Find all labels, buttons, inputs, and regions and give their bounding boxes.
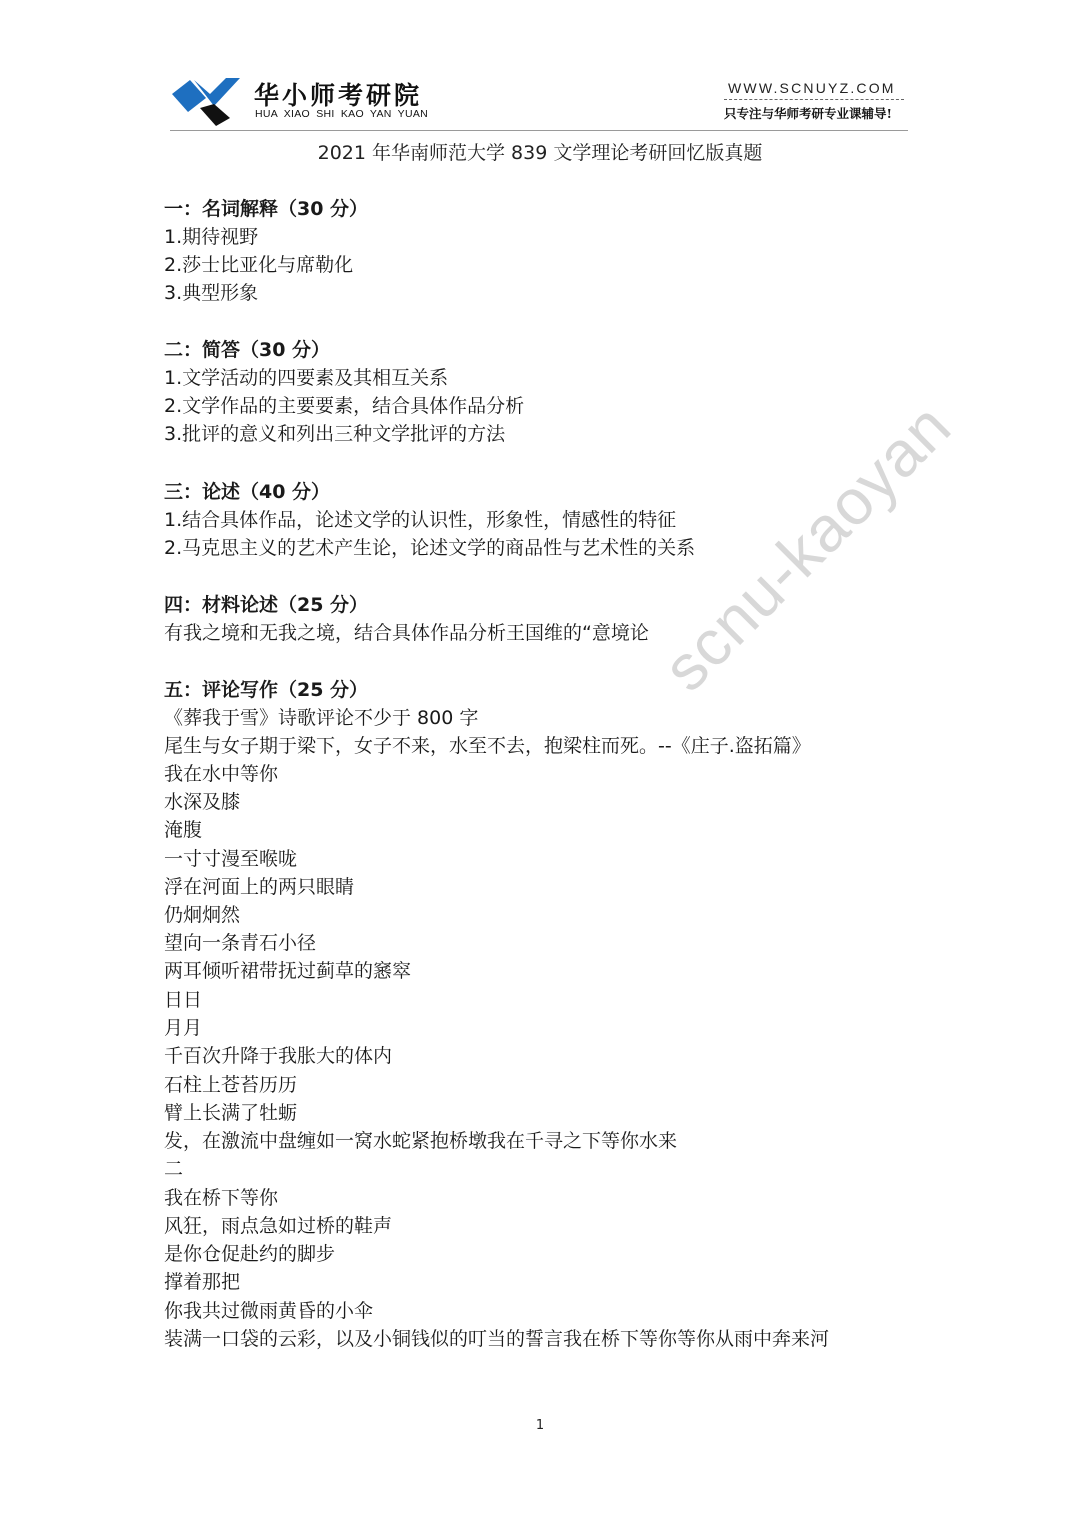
header-divider [170, 130, 908, 131]
poem-line: 臂上长满了牡蛎 [164, 1102, 298, 1124]
site-slogan: 只专注与华师考研专业课辅导! [724, 106, 892, 121]
poem-line: 石柱上苍苔历历 [164, 1074, 298, 1096]
poem-line: 浮在河面上的两只眼睛 [164, 876, 355, 898]
page-number: 1 [535, 1418, 545, 1433]
poem-line: 风狂，雨点急如过桥的鞋声 [164, 1215, 393, 1237]
section-heading-3: 三：论述（40 分） [164, 481, 331, 503]
poem-line: 二 [164, 1158, 184, 1180]
logo-icon [170, 74, 242, 126]
url-divider [724, 99, 904, 100]
poem-line: 发，在激流中盘缠如一窝水蛇紧抱桥墩我在千寻之下等你水来 [164, 1130, 678, 1152]
question-line: 2.文学作品的主要要素，结合具体作品分析 [164, 395, 525, 417]
question-line: 2.马克思主义的艺术产生论，论述文学的商品性与艺术性的关系 [164, 537, 696, 559]
question-line: 1.期待视野 [164, 226, 259, 248]
poem-line: 我在水中等你 [164, 763, 279, 785]
poem-line: 我在桥下等你 [164, 1187, 279, 1209]
poem-line: 千百次升降于我胀大的体内 [164, 1045, 393, 1067]
poem-line: 月月 [164, 1017, 203, 1039]
question-line: 《葬我于雪》诗歌评论不少于 800 字 [164, 707, 479, 729]
question-line: 有我之境和无我之境，结合具体作品分析王国维的“意境论 [164, 622, 649, 644]
document-title: 2021 年华南师范大学 839 文学理论考研回忆版真题 [317, 142, 763, 164]
poem-line: 水深及膝 [164, 791, 241, 813]
poem-line: 你我共过微雨黄昏的小伞 [164, 1300, 374, 1322]
site-url: WWW.SCNUYZ.COM [728, 80, 896, 96]
logo-text: 华小师考研院 [254, 81, 423, 110]
poem-line: 是你仓促赴约的脚步 [164, 1243, 336, 1265]
section-heading-1: 一：名词解释（30 分） [164, 198, 369, 220]
poem-line: 一寸寸漫至喉咙 [164, 848, 298, 870]
logo-pinyin: HUA XIAO SHI KAO YAN YUAN [255, 108, 429, 120]
question-line: 3.批评的意义和列出三种文学批评的方法 [164, 423, 506, 445]
section-heading-4: 四：材料论述（25 分） [164, 594, 369, 616]
poem-line: 撑着那把 [164, 1271, 241, 1293]
poem-line: 淹腹 [164, 819, 203, 841]
poem-line: 仍炯炯然 [164, 904, 241, 926]
section-heading-2: 二：简答（30 分） [164, 339, 331, 361]
question-line: 1.结合具体作品，论述文学的认识性，形象性，情感性的特征 [164, 509, 677, 531]
poem-line: 日日 [164, 989, 203, 1011]
question-line: 3.典型形象 [164, 282, 259, 304]
poem-line: 装满一口袋的云彩，以及小铜钱似的叮当的誓言我在桥下等你等你从雨中奔来河 [164, 1328, 830, 1350]
question-line: 1.文学活动的四要素及其相互关系 [164, 367, 449, 389]
question-line: 2.莎士比亚化与席勒化 [164, 254, 354, 276]
poem-line: 望向一条青石小径 [164, 932, 317, 954]
poem-line: 两耳倾听裙带抚过蓟草的窸窣 [164, 960, 412, 982]
epigraph-line: 尾生与女子期于梁下，女子不来，水至不去，抱梁柱而死。--《庄子.盗拓篇》 [164, 735, 811, 757]
section-heading-5: 五：评论写作（25 分） [164, 679, 369, 701]
watermark: scnu-kaoyan [649, 389, 965, 705]
